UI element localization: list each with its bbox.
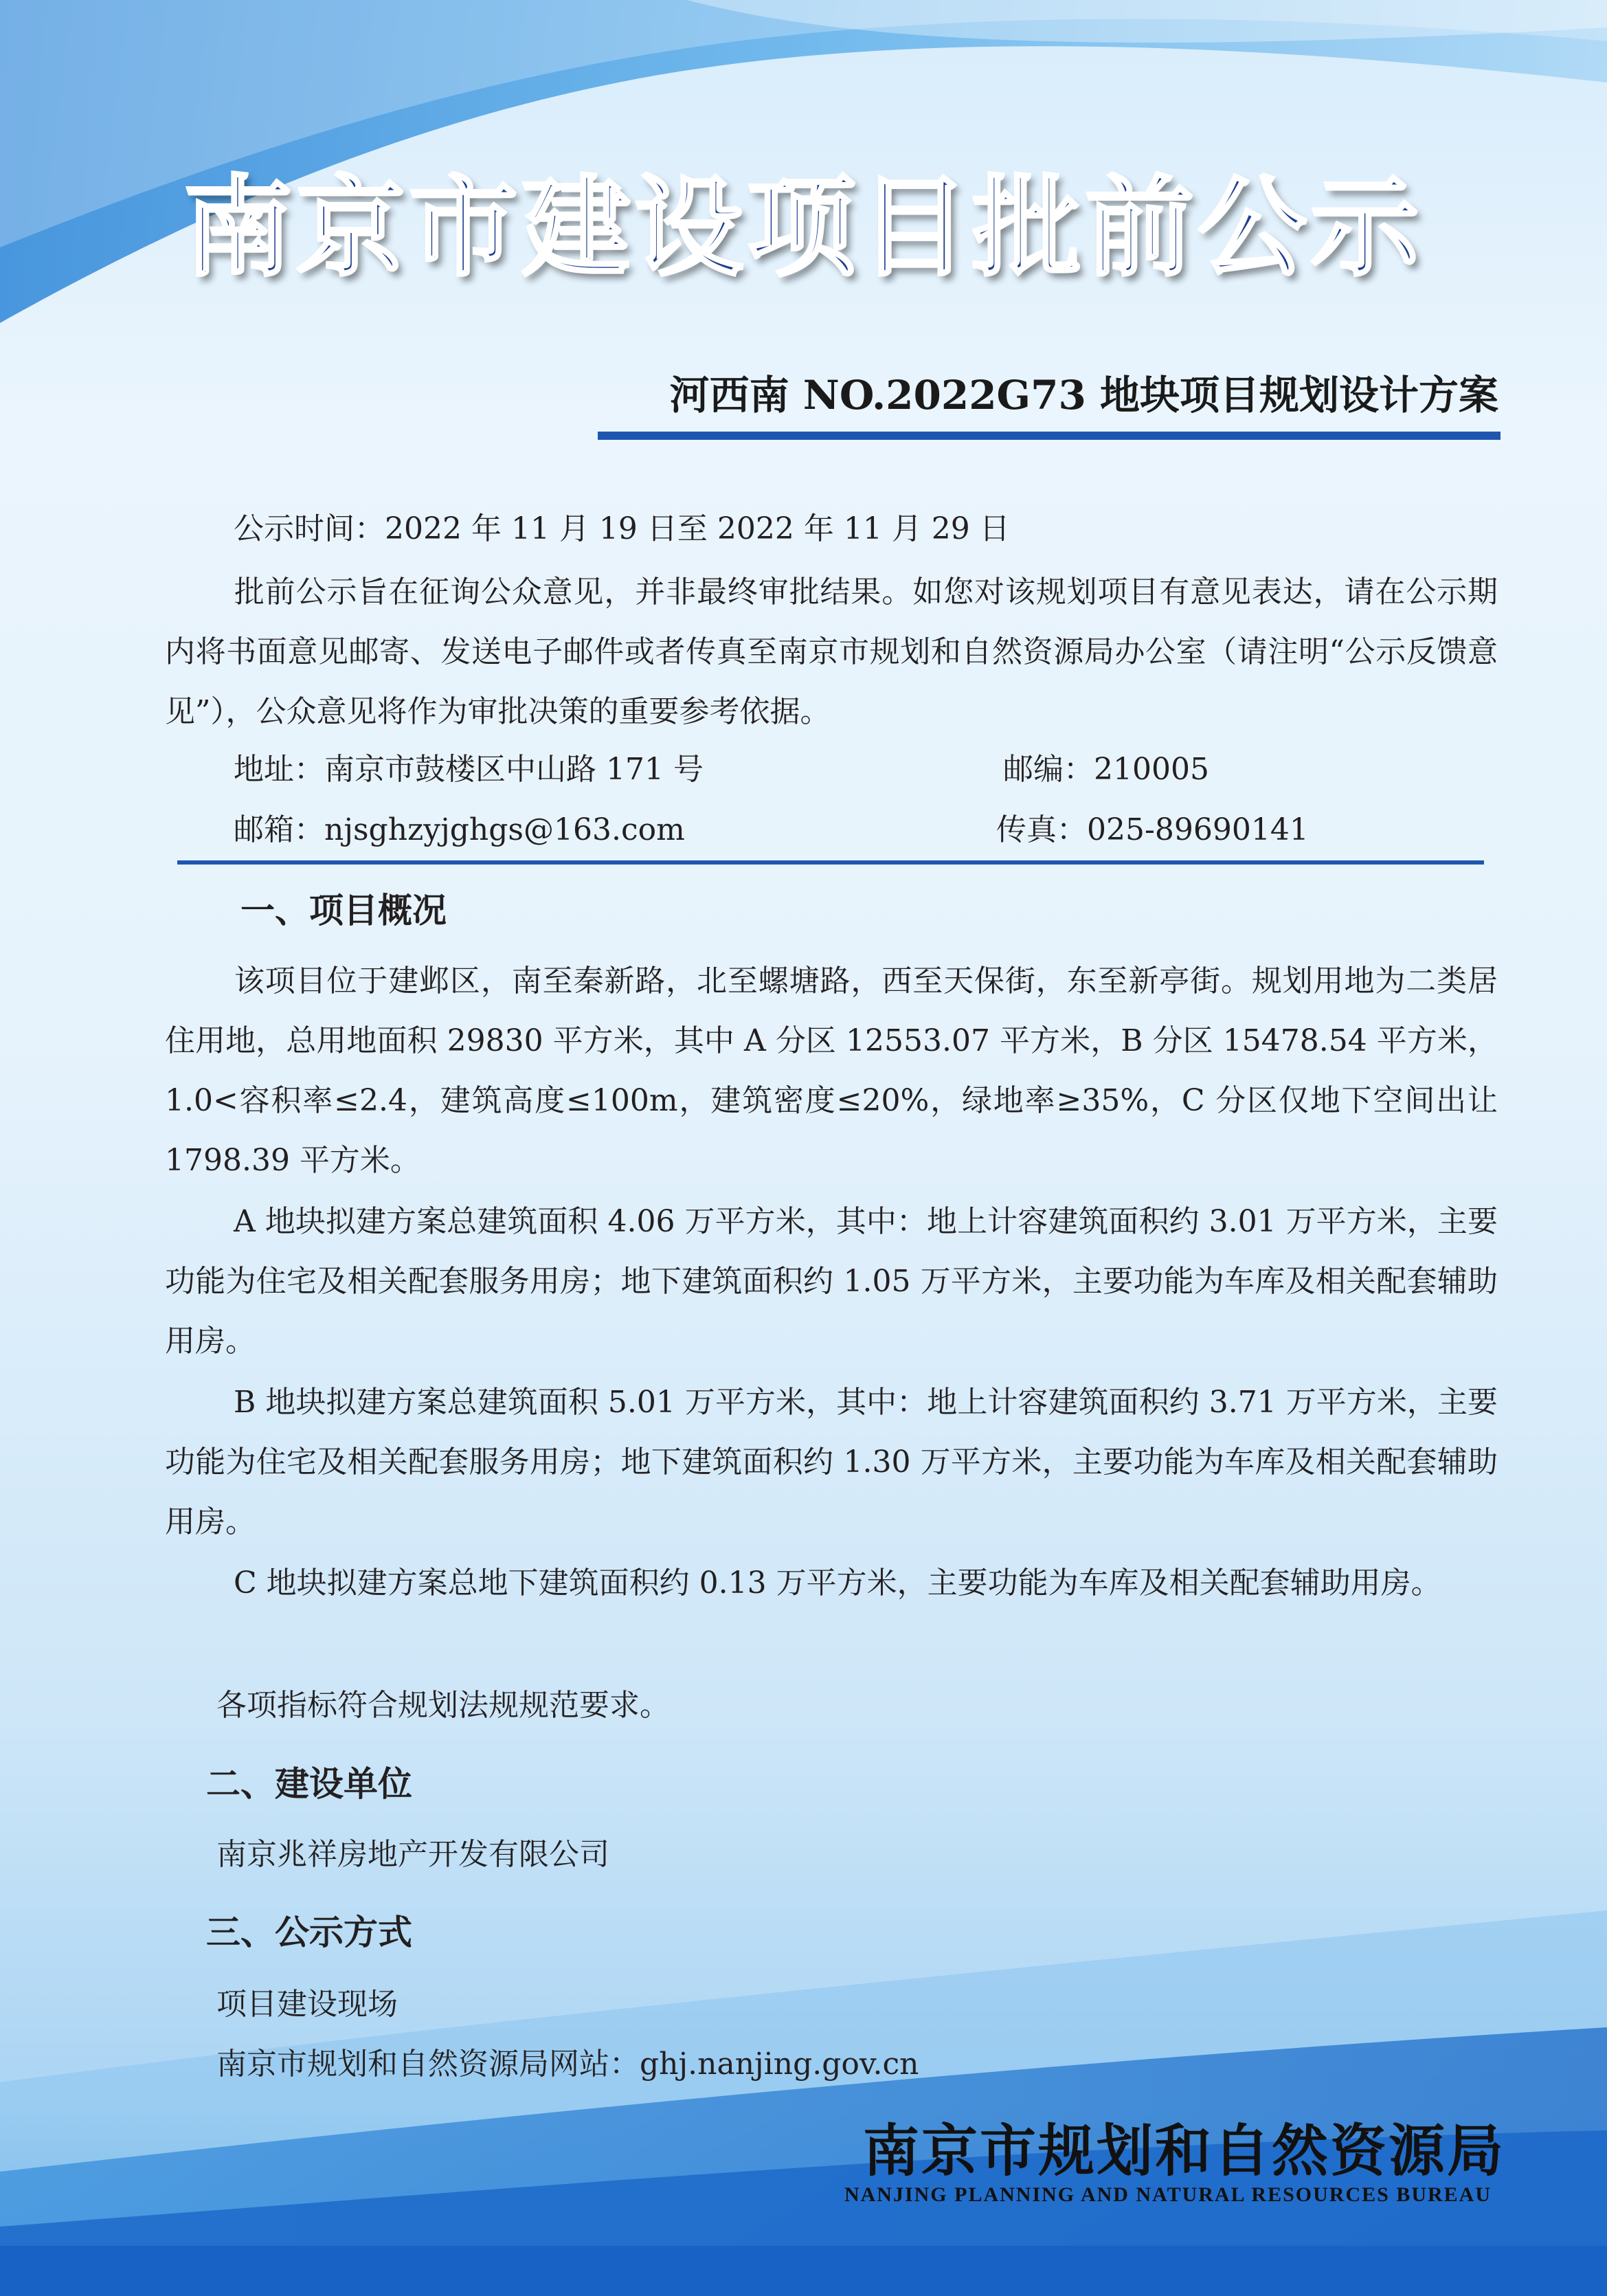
bureau-name-english: NANJING PLANNING AND NATURAL RESOURCES BUREAU: [844, 2183, 1492, 2206]
section1-p3-text: B 地块拟建方案总建筑面积 5.01 万平方米，其中：地上计容建筑面积约 3.71 万平方米，主要功能为住宅及相关配套服务用房；地下建筑面积约 1.30 万平方米，主要功能为车库及相关配套辅助用房。: [165, 1385, 1498, 1539]
notice-email: 邮箱：njsghzyjghgs@163.com: [234, 812, 685, 847]
section2-heading: 二、建设单位: [206, 1764, 412, 1804]
page-title: 南京市建设项目批前公示: [183, 165, 1424, 291]
publicity-website: 南京市规划和自然资源局网站：ghj.nanjing.gov.cn: [216, 2047, 919, 2082]
section1-p3: [165, 1372, 1498, 1552]
notice-statement: [165, 562, 1498, 742]
section1-p2-text: A 地块拟建方案总建筑面积 4.06 万平方米，其中：地上计容建筑面积约 3.01 万平方米，主要功能为住宅及相关配套服务用房；地下建筑面积约 1.05 万平方米，主要功能为车库及相关配套辅助用房。: [165, 1204, 1498, 1359]
project-subtitle: 河西南 NO.2022G73 地块项目规划设计方案: [669, 372, 1498, 419]
section1-heading: 一、项目概况: [240, 891, 447, 930]
section3-heading: 三、公示方式: [206, 1913, 412, 1952]
notice-postcode: 邮编：210005: [1003, 752, 1209, 787]
bureau-name: 南京市规划和自然资源局: [862, 2118, 1505, 2184]
notice-address: 地址：南京市鼓楼区中山路 171 号: [234, 752, 704, 787]
notice-period: 公示时间：2022 年 11 月 19 日至 2022 年 11 月 29 日: [234, 511, 1010, 546]
notice-divider: [177, 860, 1484, 865]
section1-p5: 各项指标符合规划法规规范要求。: [216, 1688, 670, 1723]
section1-p1-text: 该项目位于建邺区，南至秦新路，北至螺塘路，西至天保街，东至新亭街。规划用地为二类居住用地，总用地面积 29830 平方米，其中 A 分区 12553.07 平方米，B 分区 15478.54 平方米，1.0<容积率≤2.4，建筑高度≤100m，建筑密度≤20%，绿地率≥35%，C 分区仅地下空间出让 1798.39 平方米。: [165, 963, 1498, 1178]
publicity-site: 项目建设现场: [216, 1987, 398, 2022]
subtitle-underline: [598, 432, 1501, 440]
section1-p2: [165, 1192, 1498, 1371]
bottom-bar: [0, 2246, 1607, 2296]
section1-p4: [165, 1553, 1498, 1613]
section1-p1: [165, 951, 1498, 1190]
notice-fax: 传真：025-89690141: [996, 812, 1309, 847]
notice-statement-text: 批前公示旨在征询公众意见，并非最终审批结果。如您对该规划项目有意见表达，请在公示期内将书面意见邮寄、发送电子邮件或者传真至南京市规划和自然资源局办公室（请注明“公示反馈意见”），公众意见将作为审批决策的重要参考依据。: [165, 575, 1498, 729]
section1-p4-text: C 地块拟建方案总地下建筑面积约 0.13 万平方米，主要功能为车库及相关配套辅助用房。: [234, 1565, 1441, 1601]
developer-company: 南京兆祥房地产开发有限公司: [216, 1837, 609, 1872]
